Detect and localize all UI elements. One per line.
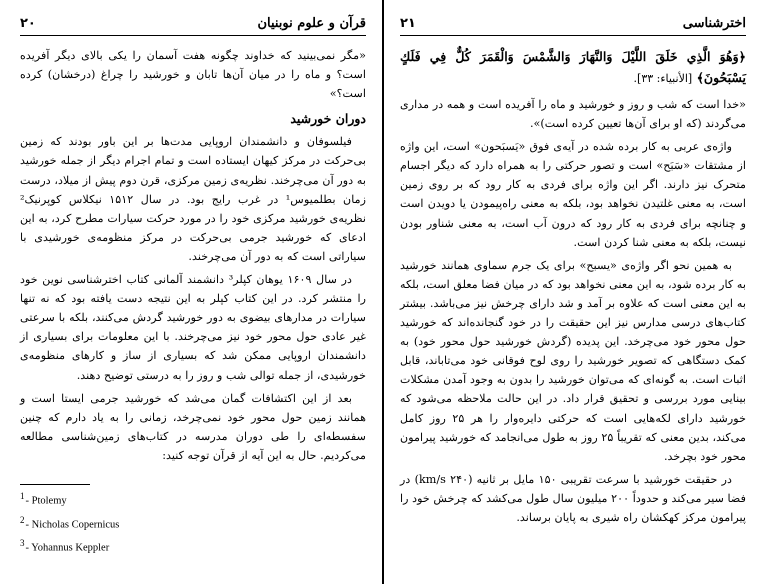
- ayah-text: ﴿وَهُوَ الَّذِي خَلَقَ اللَّيْلَ وَالنَّهَارَ وَالشَّمْسَ وَالْقَمَرَ كُلٌّ فِي فَلَكٍ يَسْبَحُونَ﴾: [400, 49, 746, 85]
- right-header-title: اخترشناسی: [682, 15, 746, 31]
- right-page: [386, 0, 768, 584]
- left-header-title: قرآن و علوم نوبنیان: [257, 15, 366, 31]
- right-paragraph-3: به همین نحو اگر واژه‌ی «یسبح» برای یک جرم سماوی همانند خورشید به کار برده شود، به این معنی نخواهد بود که در میان فضا معلق است، بلکه به این معنی است که علاوه بر آمد و شد دارای چرخش نیز می‌باشد. بیشتر کتاب‌های درسی مدارس نیز این حقیقت را در خود گنجانده‌اند که خورشید حول محور خود می‌چرخد. این پدیده (گردش خورشید حول محور خود) به کمک دستگاهی که تصویر خورشید را روی لوح فوقانی خود می‌تاباند، قابل اثبات است. به گونه‌ای که می‌توان خورشید را بدون به وجود آمدن مشکلات بینایی مورد بررسی و تحقیق قرار داد. در این حالت ملاحظه می‌شود که خورشید دارای لکه‌هایی است که حرکتی دایره‌وار را هر ۲۵ روز کامل می‌کند، بدین معنی که تقریباً ۲۵ روز به طول می‌انجامد که خورشید پیرامون محور خود بچرخد.: [400, 258, 746, 463]
- footnote-item: 3- Yohannus Keppler: [20, 538, 110, 554]
- intro-quote: «مگر نمی‌بینید که خداوند چگونه هفت آسمان را یکی بالای دیگر آفریده است؟ و ماه را در میان آن‌ها تابان و خورشید را چراغ (درخشان) کرده است؟»: [20, 49, 366, 101]
- right-page-body: [400, 46, 746, 531]
- left-page-number: ۲۰: [20, 15, 36, 31]
- right-page-number: ۲۱: [400, 15, 416, 31]
- right-paragraph-2: واژه‌ی عربی به کار برده شده در آیه‌ی فوق «یَسبَحون» است، این واژه از مشتقات «سَبَح» است و تصور حرکتی را به همراه دارد که دیگر اجسام متحرک نیز دارند. اگر این واژه برای فردی به کار رود که بر روی زمین است، به معنی غلتیدن نخواهد بود، بلکه به معنی راه‌پیمودن یا دویدن است و چنانچه برای فردی به کار رود که درون آب است، به معنی شناور بودن نیست، بلکه به معنی شنا کردن است.: [400, 140, 746, 249]
- left-paragraph-3: بعد از این اکتشافات گمان می‌شد که خورشید جرمی ایستا است و همانند زمین حول محور خود نمی‌چرخد، زمانی را به یاد دارم که چنین سفسطه‌ای را طی دوران مدرسه در کتاب‌های زمین‌شناسی مطالعه می‌کردیم. حال به این آیه از قرآن توجه کنید:: [20, 391, 366, 462]
- footnote-item: 1- Ptolemy: [20, 491, 67, 507]
- right-paragraph-4: در حقیقت خورشید با سرعت تقریبی ۱۵۰ مایل بر ثانیه (۲۴۰ km/s) در فضا سیر می‌کند و حدوداً ۲۰۰ میلیون سال طول می‌کشد که چرخش خود را پیرامون مرکز کهکشان راه شیری به پایان برساند.: [400, 472, 746, 524]
- quran-verse: [400, 46, 746, 89]
- right-page-header: [400, 11, 746, 36]
- footnotes: [20, 484, 119, 558]
- footnote-item: 2- Nicholas Copernicus: [20, 514, 120, 530]
- right-paragraph-1: «خدا است که شب و روز و خورشید و ماه را آفریده است و همه در مداری می‌گردند (که او برای آن‌ها تعیین کرده است)».: [400, 98, 746, 131]
- left-paragraph-1: فیلسوفان و دانشمندان اروپایی مدت‌ها بر این باور بودند که زمین بی‌حرکت در مرکز کیهان ایستاده است و تمام اجرام دیگر از جمله خورشید به دور آن می‌چرخند. نظریه‌ی زمین مرکزی، قرن دوم پیش از میلاد، درست زمان بطلمیوس¹ در غرب رایج بود. در سال ۱۵۱۲ نیکلاس کوپرنیک² نظریه‌ی خورشید مرکزی خود را در مورد حرکت سیارات مطرح کرد، به این ادعای که خورشید جرمی بی‌حرکت در مرکز منظومه‌ی خورشیدی با سیاراتی است که به دور آن می‌چرخند.: [20, 135, 366, 263]
- footnote-divider: [20, 484, 90, 485]
- left-page-body: [20, 46, 366, 469]
- ayah-reference: [الأنبياء: ۳۳].: [633, 72, 693, 85]
- left-page-header: [20, 11, 366, 36]
- left-paragraph-2: در سال ۱۶۰۹ یوهان کپلر³ دانشمند آلمانی کتاب اخترشناسی نوین خود را منتشر کرد. در این کتاب کپلر به این نتیجه دست یافته بود که نه تنها سیارات در مدارهای بیضوی به دور خورشید گردش می‌کنند، بلکه با سرعتی غیر عادی حول محور خود نیز می‌چرخند. با این معلومات برای بسیاری از دانشمندان اروپایی ممکن شد که بسیاری از ساز و کارهای منظومه‌ی خورشیدی، از جمله توالی شب و روز را به درستی توضیح دهند.: [20, 273, 366, 382]
- section-title: دوران خورشید: [290, 111, 366, 127]
